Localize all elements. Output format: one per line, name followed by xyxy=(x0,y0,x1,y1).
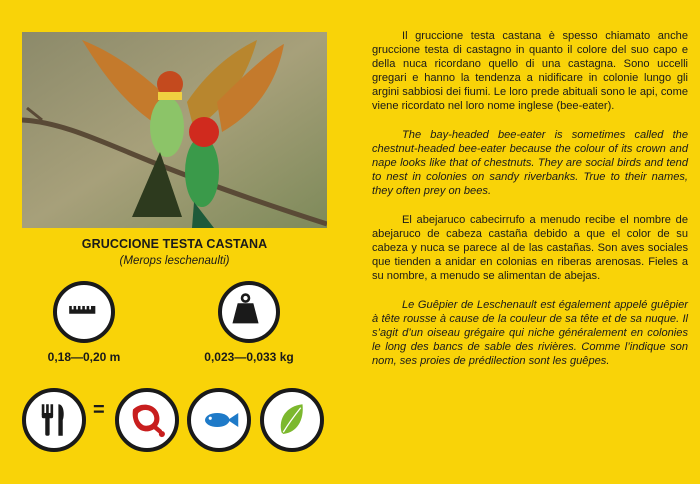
leaf-icon xyxy=(260,388,324,452)
weight-value: 0,023—0,033 kg xyxy=(204,350,294,364)
species-latin-name: (Merops leschenaulti) xyxy=(119,255,230,267)
species-name: GRUCCIONE TESTA CASTANA xyxy=(81,237,268,251)
equals-sign: = xyxy=(93,399,105,421)
fish-icon xyxy=(187,388,251,452)
bird-photo xyxy=(22,32,327,228)
fork-knife-icon xyxy=(22,388,86,452)
text-spanish: El abejaruco cabecirrufo a menudo recibe el nombre de abejaruco de cabeza castaña debido a que el color de su cabeza y nuca se parece al de las castañas. Son aves sociales que tienden a anidar en colonias en riberas arenosas. Fieles a su nombre, a menudo se alimentan de abejas. xyxy=(372,214,688,282)
description-text xyxy=(372,29,688,383)
text-french: Le Guêpier de Leschenault est également appelé guêpier à tête rousse à cause de la couleur de sa tête et de sa nuque. Il s’agit d’un oiseau grégaire qui niche généralement en colonies le long des bancs de sable des rivières. Comme l’indique son nom, ses proies de prédilection sont les guêpes. xyxy=(372,299,688,367)
text-english: The bay-headed bee-eater is sometimes called the chestnut-headed bee-eater because the colour of its crown and nape looks like that of chestnuts. They are social birds and tend to nest in colonies on sandy riverbanks. True to their names, they often prey on bees. xyxy=(372,129,688,197)
ruler-icon xyxy=(53,281,115,343)
weight-icon xyxy=(218,281,280,343)
length-value: 0,18—0,20 m xyxy=(47,350,121,364)
meat-icon xyxy=(115,388,179,452)
text-italian: Il gruccione testa castana è spesso chiamato anche gruccione testa di castagno in quanto il colore del suo capo e della nuca ricordano quello di una castagna. Sono uccelli gregari e hanno la tendenza a nidificare in colonie lungo gli argini sabbiosi dei fiumi. Le loro prede abituali sono le api, come viene ricordato nel loro nome inglese (bee-eater). xyxy=(372,30,688,112)
